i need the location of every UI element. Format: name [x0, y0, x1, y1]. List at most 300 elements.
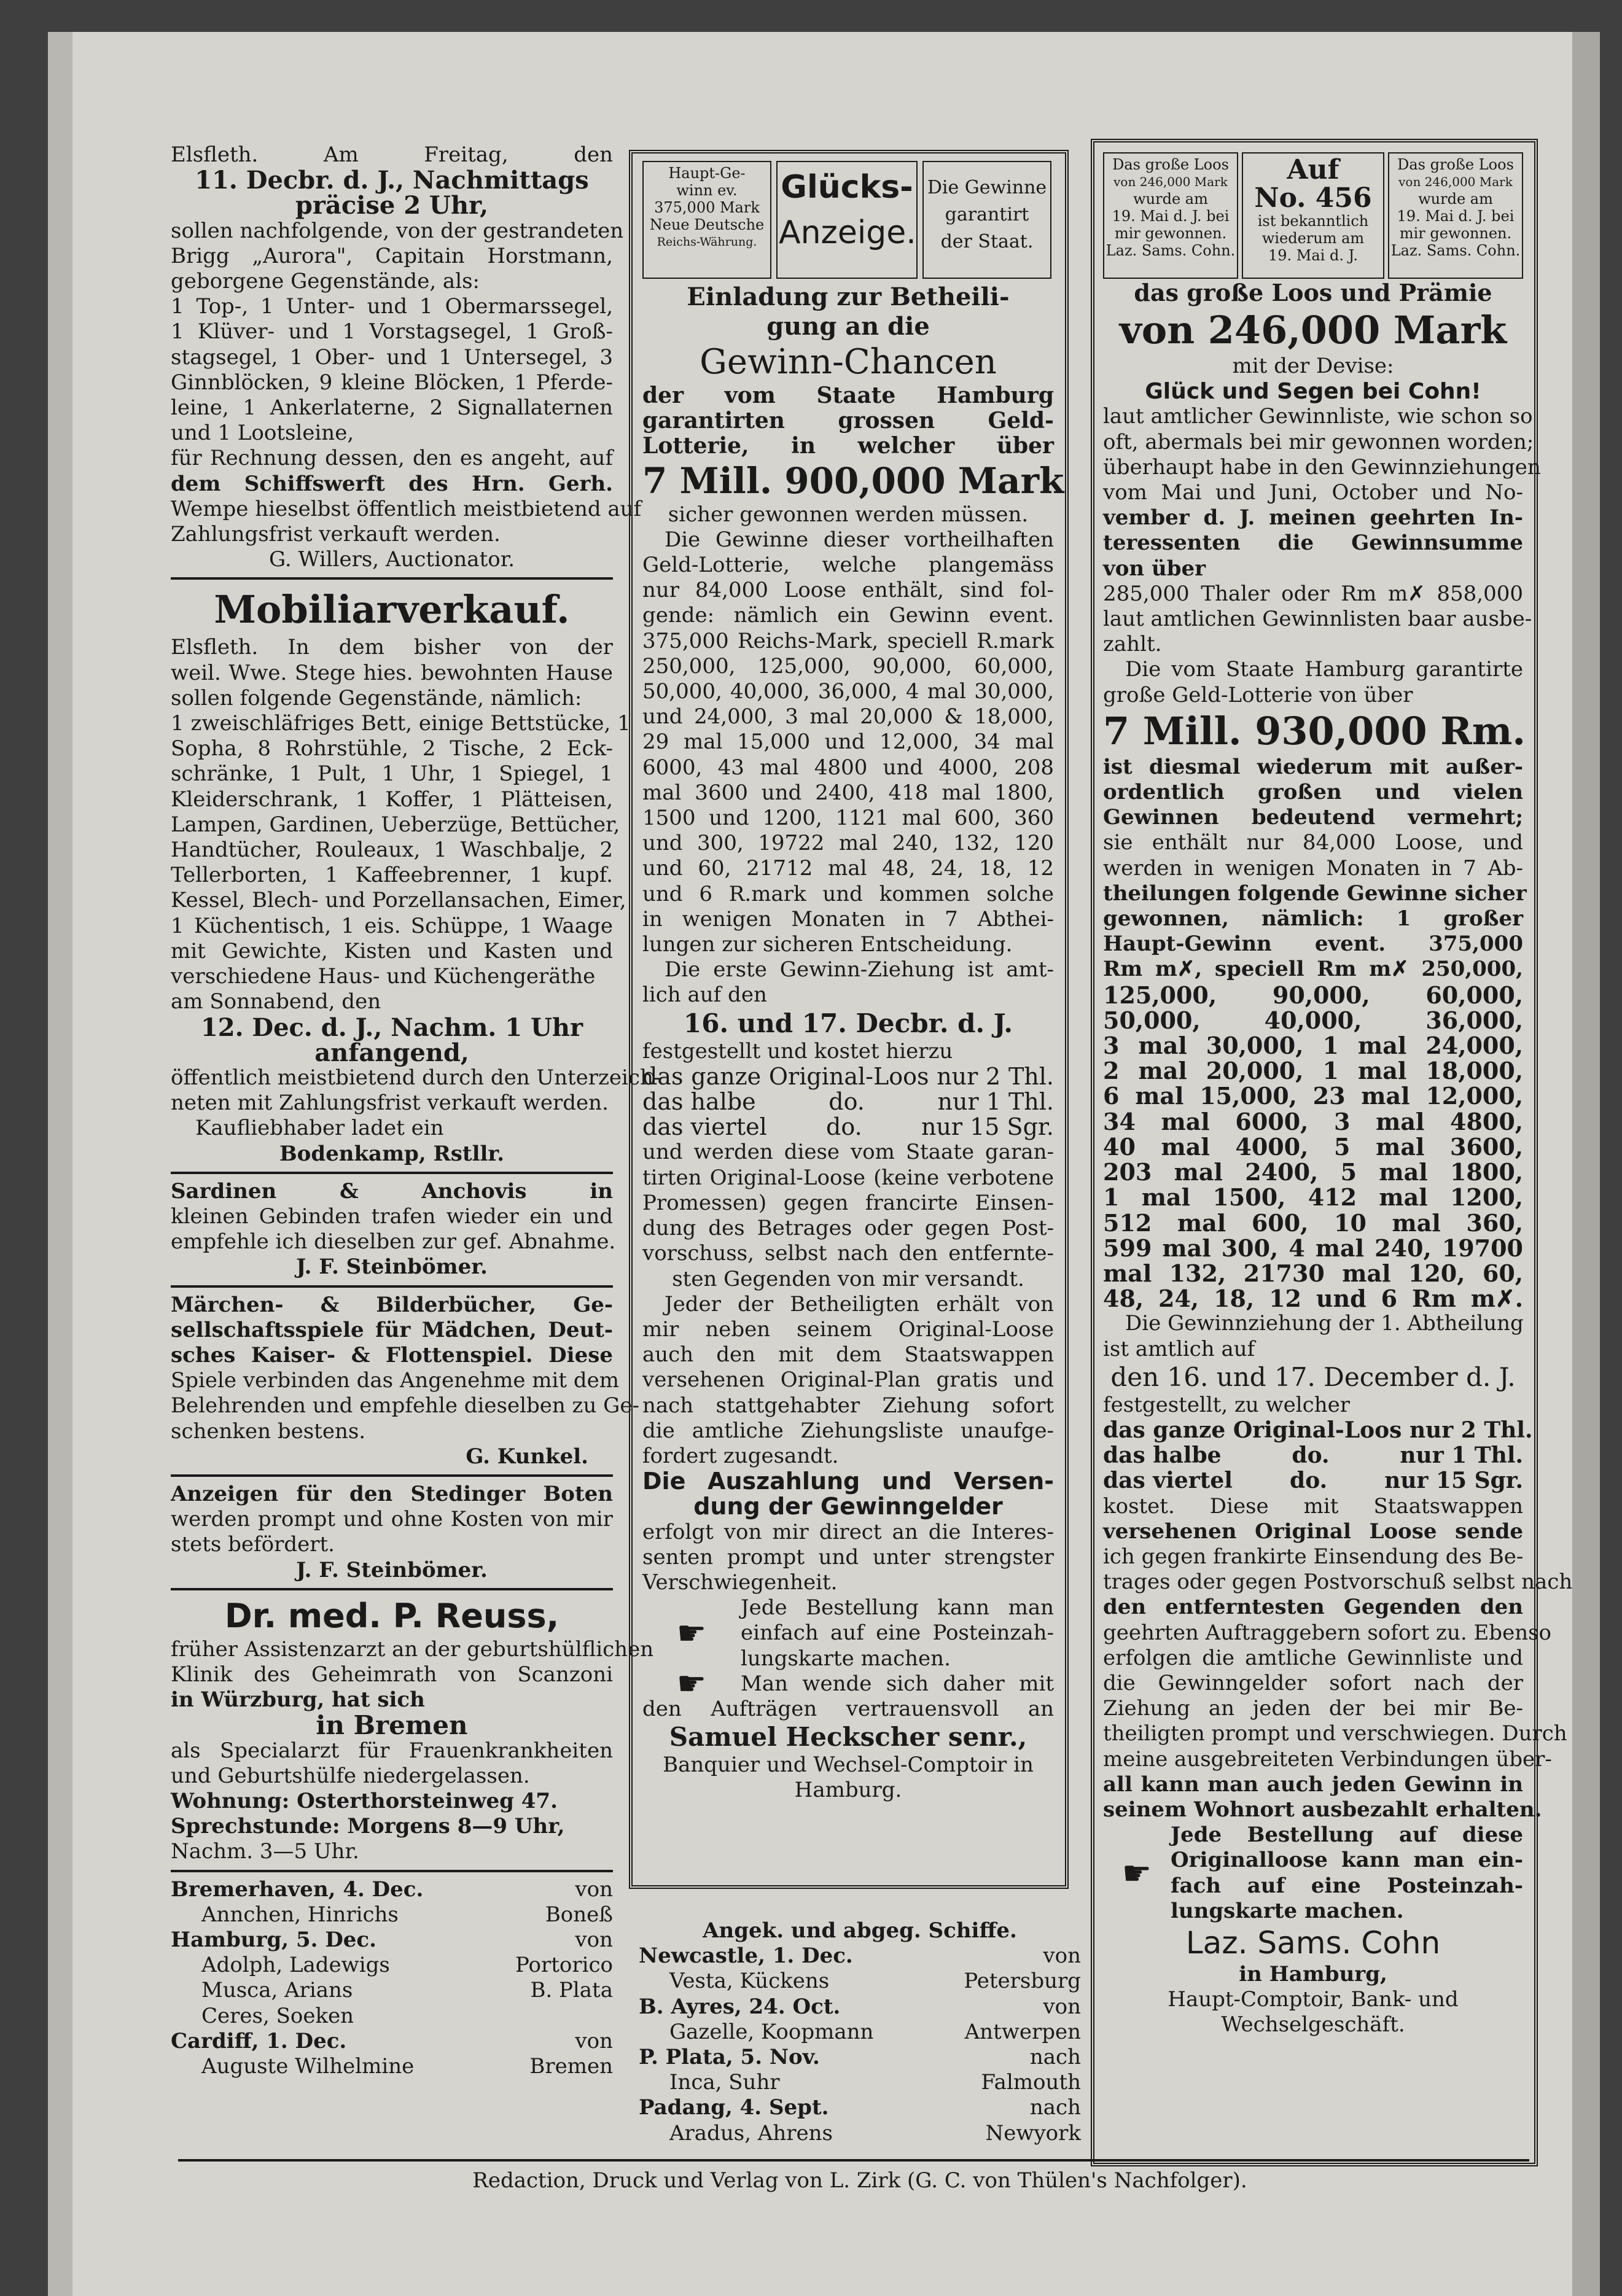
- text-line: Sardinen & Anchovis in: [171, 1178, 613, 1204]
- text-line: und 60, 21712 mal 48, 24, 18, 12: [642, 856, 1054, 881]
- column-3: [1103, 152, 1573, 2038]
- text-line: den 16. und 17. December d. J.: [1110, 1361, 1516, 1392]
- text-line: ist amtlich auf: [1103, 1336, 1255, 1361]
- ship-port: Antwerpen: [964, 2019, 1081, 2044]
- ship-name: Padang, 4. Sept.: [639, 2095, 829, 2120]
- divider: [171, 1285, 613, 1288]
- text-line: von 246,000 Mark: [1398, 174, 1513, 189]
- text-line: 1 zweischläfriges Bett, einige Bettstücke, 1: [171, 711, 631, 736]
- text-line: stets befördert.: [171, 1532, 335, 1557]
- text-line: 512 mal 600, 10 mal 360,: [1103, 1208, 1523, 1237]
- text-line: Das große Loos: [1112, 156, 1229, 173]
- text-line: Rm m✗, speciell Rm m✗ 250,000,: [1103, 957, 1523, 982]
- section-title: Angek. und abgeg. Schiffe.: [703, 1918, 1017, 1943]
- text-line: vom Mai und Juni, October und No-: [1103, 480, 1523, 505]
- text-line: senten prompt und unter strengster: [642, 1544, 1054, 1570]
- text-line: Märchen- & Bilderbücher, Ge-: [171, 1292, 613, 1317]
- text-line: Haupt-Gewinn event. 375,000: [1103, 932, 1523, 957]
- ship-port: Newyork: [985, 2120, 1081, 2146]
- text-line: der Staat.: [940, 231, 1034, 252]
- text-line: Anzeige.: [779, 214, 916, 251]
- ad-title: Mobiliarverkauf.: [214, 587, 570, 632]
- text-line: Die vom Staate Hamburg garantirte: [1125, 657, 1523, 682]
- text-line: gende: nämlich ein Gewinn event.: [642, 603, 1054, 628]
- text-line: Das große Loos: [1397, 156, 1514, 173]
- text-line: anfangend,: [314, 1038, 469, 1067]
- signature: G. Willers, Auctionator.: [268, 547, 515, 572]
- text-line: erfolgt von mir direct an die Interes-: [642, 1519, 1054, 1544]
- column-1: [171, 142, 661, 2079]
- ship-name: Annchen, Hinrichs: [201, 1902, 399, 1927]
- ship-entry: [639, 2121, 1081, 2146]
- text-line: Einladung zur Betheili-: [687, 282, 1010, 311]
- text-line: 11. Decbr. d. J., Nachmittags: [195, 166, 589, 195]
- text-line: Kessel, Blech- und Porzellansachen, Eimer,: [171, 888, 626, 913]
- text-line: nur 15 Sgr.: [921, 1113, 1054, 1141]
- text-line: dung der Gewinngelder: [693, 1493, 1003, 1520]
- text-line: mir neben seinem Original-Loose: [642, 1317, 1054, 1342]
- text-line: Verschwiegenheit.: [642, 1570, 838, 1595]
- text-line: den entferntesten Gegenden den: [1103, 1595, 1523, 1620]
- text-line: 125,000, 90,000, 60,000,: [1103, 981, 1523, 1009]
- ship-port: von: [1043, 1994, 1081, 2019]
- ship-port: von: [575, 1877, 613, 1902]
- advertiser-name: Laz. Sams. Cohn: [1185, 1924, 1441, 1961]
- divider: [171, 1588, 613, 1590]
- ship-entry: [171, 1877, 613, 1902]
- text-line: nach stattgehabter Ziehung sofort: [642, 1393, 1054, 1418]
- text-line: die Gewinngelder sofort nach der: [1103, 1670, 1523, 1695]
- signature: J. F. Steinbömer.: [296, 1255, 488, 1280]
- ship-port: Falmouth: [981, 2070, 1081, 2095]
- ship-port: nach: [1029, 2045, 1081, 2070]
- text-line: ich gegen frankirte Einsendung des Be-: [1103, 1544, 1524, 1569]
- page-right-edge: [1572, 32, 1600, 2296]
- text-line: lungskarte machen.: [741, 1646, 951, 1671]
- text-line: lungen zur sicheren Entscheidung.: [642, 932, 1013, 957]
- text-line: zahlt.: [1103, 632, 1162, 657]
- text-line: oft, abermals bei mir gewonnen worden;: [1103, 429, 1534, 454]
- text-line: Elsfleth. In dem bisher von der: [171, 635, 613, 660]
- text-line: geehrten Auftraggebern sofort zu. Ebenso: [1103, 1620, 1552, 1645]
- text-line: tirten Original-Loose (keine verbotene: [642, 1165, 1054, 1190]
- ship-name: P. Plata, 5. Nov.: [639, 2045, 820, 2070]
- text-line: den Aufträgen vertrauensvoll an: [642, 1696, 1054, 1721]
- text-line: wurde am: [1133, 190, 1208, 208]
- glueck-header: [642, 161, 1054, 279]
- text-line: ordentlich großen und vielen: [1103, 780, 1523, 805]
- ship-name: Hamburg, 5. Dec.: [171, 1928, 376, 1952]
- text-line: mir gewonnen.: [1114, 225, 1227, 242]
- header-box-left: [1103, 152, 1238, 279]
- signature: Bodenkamp, Rstllr.: [279, 1141, 505, 1166]
- text-line: mit der Devise:: [1232, 354, 1394, 378]
- text-line: Lampen, Gardinen, Ueberzüge, Bettücher,: [171, 812, 620, 837]
- text-line: 1500 und 1200, 1121 mal 600, 360: [642, 806, 1054, 831]
- price-row-half: [1103, 1443, 1523, 1468]
- auction-notice: [171, 142, 642, 572]
- text-line: und Geburtshülfe niedergelassen.: [171, 1763, 530, 1788]
- mobiliar-notice: [171, 585, 661, 1166]
- text-line: gewonnen, nämlich: 1 großer: [1103, 906, 1523, 932]
- signature: J. F. Steinbömer.: [296, 1557, 488, 1582]
- ships-column-2: [639, 1918, 1081, 2146]
- text-line: 50,000, 40,000, 36,000, 4 mal 30,000,: [642, 679, 1054, 704]
- text-line: der vom Staate Hamburg: [642, 383, 1054, 408]
- text-line: sie enthält nur 84,000 Loose, und: [1103, 830, 1523, 855]
- text-line: Originalloose kann man ein-: [1171, 1848, 1523, 1873]
- text-line: nur 1 Thl.: [937, 1088, 1054, 1116]
- text-line: öffentlich meistbietend durch den Unterzeich-: [171, 1065, 661, 1090]
- text-line: 7 Mill. 900,000 Mark: [642, 459, 1064, 502]
- text-line: schenken bestens.: [171, 1418, 366, 1444]
- text-line: Elsfleth. Am Freitag, den: [171, 142, 613, 167]
- ship-entry: [639, 2020, 1081, 2045]
- text-line: Tellerborten, 1 Kaffeebrenner, 1 kupf.: [171, 863, 613, 888]
- text-line: und 24,000, 3 mal 20,000 & 18,000,: [642, 704, 1054, 730]
- reuss-ad: [171, 1595, 654, 1865]
- signature: G. Kunkel.: [466, 1444, 588, 1469]
- text-line: die amtliche Ziehungsliste unaufge-: [642, 1418, 1054, 1443]
- text-line: lungskarte machen.: [1171, 1898, 1404, 1923]
- text-line: 285,000 Thaler oder Rm m✗ 858,000: [1103, 581, 1523, 606]
- text-line: versehenen Original Loose sende: [1103, 1519, 1523, 1544]
- text-line: 375,000 Mark: [654, 199, 760, 216]
- text-line: große Geld-Lotterie von über: [1103, 682, 1413, 707]
- ship-port: Portorico: [515, 1953, 613, 1978]
- text-line: theilungen folgende Gewinne sicher: [1103, 881, 1527, 906]
- text-line: Ginnblöcken, 9 kleine Blöcken, 1 Pferde-: [171, 370, 613, 395]
- divider: [171, 1870, 613, 1872]
- text-line: 40 mal 4000, 5 mal 3600,: [1103, 1132, 1523, 1161]
- text-line: Ziehung an jeden der bei mir Be-: [1103, 1696, 1523, 1721]
- text-line: Nachm. 3—5 Uhr.: [171, 1839, 359, 1864]
- text-line: 48, 24, 18, 12 und 6 Rm m✗.: [1103, 1285, 1523, 1313]
- hand-note-1: [642, 1595, 1054, 1671]
- text-line: sollen folgende Gegenstände, nämlich:: [171, 685, 582, 710]
- text-line: Spiele verbinden das Angenehme mit dem: [171, 1368, 619, 1393]
- header-box-right: [1388, 152, 1523, 279]
- text-line: das große Loos und Prämie: [1134, 279, 1492, 306]
- imprint: Redaction, Druck und Verlag von L. Zirk (G. C. von Thülen's Nachfolger).: [472, 2168, 1247, 2193]
- divider: [171, 1474, 613, 1477]
- text-line: neten mit Zahlungsfrist verkauft werden.: [171, 1091, 609, 1116]
- text-line: Lotterie, in welcher über: [642, 433, 1054, 459]
- ship-entry: [171, 1978, 613, 2003]
- ship-port: nach: [1029, 2095, 1081, 2120]
- pointing-hand-icon: ☛: [1121, 1853, 1152, 1893]
- text-line: meine ausgebreiteten Verbindungen über-: [1103, 1746, 1552, 1772]
- text-line: teressenten die Gewinnsumme: [1103, 531, 1523, 556]
- ship-entry: [639, 1994, 1081, 2020]
- text-line: 12. Dec. d. J., Nachm. 1 Uhr: [200, 1013, 583, 1042]
- text-line: das halbe: [642, 1088, 756, 1116]
- ship-name: Adolph, Ladewigs: [201, 1953, 390, 1978]
- text-line: das ganze Original-Loos nur 2 Thl.: [642, 1062, 1054, 1090]
- text-line: 1 Klüver- und 1 Vorstagsegel, 1 Groß-: [171, 319, 613, 344]
- ship-port: von: [575, 2028, 613, 2053]
- text-line: Belehrenden und empfehle dieselben zu Ge-: [171, 1393, 639, 1418]
- ship-list: [639, 1944, 1081, 2146]
- text-line: stagsegel, 1 Ober- und 1 Untersegel, 3: [171, 344, 613, 370]
- cohn-header: [1103, 152, 1523, 279]
- ship-entry: [639, 1969, 1081, 1994]
- text-line: gung an die: [766, 312, 930, 341]
- text-line: geborgene Gegenstände, als:: [171, 269, 480, 294]
- ad-title: Dr. med. P. Reuss,: [224, 1596, 560, 1635]
- text-line: trages oder gegen Postvorschuß selbst nach: [1103, 1570, 1573, 1595]
- text-line: auch den mit dem Staatswappen: [642, 1342, 1054, 1368]
- column-2: [642, 161, 1064, 1804]
- ship-entry: [639, 2095, 1081, 2120]
- text-line: werden in wenigen Monaten in 7 Ab-: [1103, 855, 1523, 881]
- text-line: leine, 1 Ankerlaterne, 2 Signallaternen: [171, 395, 613, 421]
- text-line: 2 mal 20,000, 1 mal 18,000,: [1103, 1057, 1523, 1085]
- text-line: nur 84,000 Loose enthält, sind fol-: [642, 578, 1054, 603]
- ship-port: von: [1043, 1944, 1081, 1969]
- text-line: laut amtlichen Gewinnlisten baar ausbe-: [1103, 607, 1532, 632]
- text-line: nur 15 Sgr.: [1384, 1468, 1523, 1494]
- text-line: empfehle ich dieselben zur gef. Abnahme.: [171, 1229, 616, 1255]
- text-line: 3 mal 30,000, 1 mal 24,000,: [1103, 1032, 1523, 1060]
- ad-title: von 246,000 Mark: [1119, 308, 1507, 352]
- text-line: Man wende sich daher mit: [741, 1671, 1054, 1696]
- divider: [171, 577, 613, 580]
- text-line: mal 3600 und 2400, 418 mal 1800,: [642, 780, 1054, 805]
- text-line: Auf: [1287, 154, 1339, 185]
- text-line: Brigg „Aurora", Capitain Horstmann,: [171, 243, 613, 268]
- text-line: laut amtlicher Gewinnliste, wie schon so: [1103, 404, 1533, 429]
- text-line: dung des Betrages oder gegen Post-: [642, 1216, 1054, 1241]
- text-line: Banquier und Wechsel-Comptoir in: [663, 1753, 1034, 1778]
- text-line: 7 Mill. 930,000 Rm.: [1103, 708, 1526, 753]
- text-line: überhaupt habe in den Gewinnziehungen: [1103, 454, 1541, 480]
- text-line: Haupt-Comptoir, Bank- und: [1168, 1987, 1459, 2012]
- text-line: do.: [1290, 1468, 1328, 1494]
- ship-entry: [171, 2004, 613, 2029]
- ad-title: Gewinn-Chancen: [700, 342, 997, 382]
- text-line: das viertel: [642, 1113, 767, 1141]
- ship-name: Bremerhaven, 4. Dec.: [171, 1877, 424, 1902]
- text-line: Hamburg.: [794, 1778, 902, 1803]
- text-line: Laz. Sams. Cohn.: [1105, 242, 1236, 259]
- text-line: Wohnung: Osterthorsteinweg 47.: [171, 1788, 558, 1813]
- ship-list: [171, 1877, 613, 2080]
- text-line: Wechselgeschäft.: [1221, 2012, 1405, 2037]
- text-line: das viertel: [1103, 1468, 1233, 1494]
- text-line: sches Kaiser- & Flottenspiel. Diese: [171, 1342, 613, 1368]
- text-line: Laz. Sams. Cohn.: [1390, 242, 1521, 259]
- text-line: winn ev.: [676, 182, 738, 199]
- header-box-right: [922, 161, 1051, 279]
- text-line: Zahlungsfrist verkauft werden.: [171, 522, 501, 547]
- text-line: fach auf eine Posteinzah-: [1171, 1873, 1523, 1898]
- price-row-half: [642, 1089, 1054, 1115]
- text-line: theiligten prompt und verschwiegen. Durch: [1103, 1721, 1567, 1746]
- text-line: 599 mal 300, 4 mal 240, 19700: [1103, 1234, 1523, 1262]
- ship-port: Boneß: [545, 1902, 613, 1927]
- text-line: seinem Wohnort ausbezahlt erhalten.: [1103, 1797, 1542, 1822]
- ship-name: Cardiff, 1. Dec.: [171, 2028, 347, 2053]
- text-line: Handtücher, Rouleaux, 1 Waschbalje, 2: [171, 838, 613, 863]
- ship-entry: [171, 2054, 613, 2079]
- text-line: sollen nachfolgende, von der gestrandeten: [171, 218, 624, 243]
- text-line: 50,000, 40,000, 36,000,: [1103, 1006, 1523, 1034]
- text-line: Jeder der Betheiligten erhält von: [665, 1291, 1054, 1317]
- text-line: sten Gegenden von mir versandt.: [672, 1266, 1024, 1291]
- ship-entry: [171, 1953, 613, 1978]
- text-line: und werden diese vom Staate garan-: [642, 1140, 1054, 1165]
- text-line: 6000, 43 mal 4800 und 4000, 208: [642, 755, 1054, 780]
- price-row-quarter: [642, 1115, 1054, 1140]
- header-box-middle: [1242, 152, 1384, 279]
- text-line: Kleiderschrank, 1 Koffer, 1 Plätteisen,: [171, 787, 613, 812]
- text-line: das halbe: [1103, 1442, 1222, 1469]
- text-line: Kaufliebhaber ladet ein: [195, 1116, 444, 1141]
- ship-entry: [171, 2029, 613, 2054]
- text-line: am Sonnabend, den: [171, 989, 381, 1014]
- text-line: Jede Bestellung kann man: [741, 1595, 1054, 1621]
- text-line: werden prompt und ohne Kosten von mir: [171, 1507, 613, 1532]
- text-line: do.: [829, 1088, 865, 1116]
- text-line: Glück und Segen bei Cohn!: [1145, 379, 1481, 405]
- text-line: Sopha, 8 Rohrstühle, 2 Tische, 2 Eck-: [171, 736, 613, 761]
- text-line: 1 Top-, 1 Unter- und 1 Obermarssegel,: [171, 294, 613, 319]
- text-line: Die Gewinne dieser vortheilhaften: [665, 527, 1054, 552]
- text-line: festgestellt und kostet hierzu: [642, 1038, 953, 1064]
- ship-name: Vesta, Kückens: [669, 1969, 830, 1994]
- text-line: 1 mal 1500, 412 mal 1200,: [1103, 1183, 1523, 1212]
- bottom-rule: [178, 2159, 1529, 2162]
- hand-note-2: [642, 1664, 1054, 1703]
- text-line: in Hamburg,: [1239, 1961, 1387, 1987]
- header-box-left: [642, 161, 771, 279]
- text-line: 203 mal 2400, 5 mal 1800,: [1103, 1158, 1523, 1186]
- text-line: 16. und 17. Decbr. d. J.: [684, 1008, 1013, 1038]
- text-line: 1 Küchentisch, 1 eis. Schüppe, 1 Waage: [171, 913, 613, 938]
- text-line: Neue Deutsche: [649, 216, 765, 233]
- text-line: Promessen) gegen francirte Einsen-: [642, 1190, 1054, 1215]
- header-box-middle: [776, 161, 918, 279]
- ship-port: Petersburg: [964, 1969, 1081, 1994]
- text-line: sicher gewonnen werden müssen.: [668, 502, 1029, 527]
- pointing-hand-icon: ☛: [676, 1664, 707, 1703]
- text-line: schränke, 1 Pult, 1 Uhr, 1 Spiegel, 1: [171, 761, 613, 787]
- text-line: fordert zugesandt.: [642, 1443, 839, 1468]
- ship-name: Newcastle, 1. Dec.: [639, 1944, 853, 1969]
- ship-name: Musca, Arians: [201, 1978, 353, 2003]
- text-line: No. 456: [1254, 182, 1372, 214]
- text-line: und 6 R.mark und kommen solche: [642, 881, 1054, 906]
- maerchen-ad: [171, 1292, 639, 1469]
- hand-note: [1103, 1823, 1523, 1924]
- divider: [171, 1172, 613, 1174]
- text-line: 34 mal 6000, 3 mal 4800,: [1103, 1107, 1523, 1135]
- sardinen-ad: [171, 1178, 616, 1280]
- text-line: und 300, 19722 mal 240, 132, 120: [642, 831, 1054, 856]
- ship-entry: [171, 1902, 613, 1928]
- text-line: 6 mal 15,000, 23 mal 12,000,: [1103, 1082, 1523, 1110]
- text-line: festgestellt, zu welcher: [1103, 1392, 1350, 1417]
- text-line: Jede Bestellung auf diese: [1171, 1823, 1523, 1848]
- text-line: als Specialarzt für Frauenkrankheiten: [171, 1738, 613, 1763]
- text-line: Die Gewinnziehung der 1. Abtheilung: [1125, 1311, 1524, 1336]
- text-line: einfach auf eine Posteinzah-: [741, 1621, 1054, 1646]
- text-line: mir gewonnen.: [1399, 225, 1512, 242]
- text-line: wiederum am: [1261, 230, 1365, 247]
- text-line: Haupt-Ge-: [668, 165, 746, 182]
- text-line: versehenen Original-Plan gratis und: [642, 1368, 1054, 1393]
- text-line: verschiedene Haus- und Küchengeräthe: [171, 964, 596, 989]
- text-line: mit Gewichte, Kisten und Kasten und: [171, 938, 613, 963]
- ship-name: B. Ayres, 24. Oct.: [639, 1994, 841, 2019]
- ship-entry: [639, 2070, 1081, 2095]
- text-line: do.: [1292, 1442, 1330, 1469]
- text-line: lich auf den: [642, 983, 767, 1008]
- ship-port: von: [575, 1928, 613, 1952]
- ship-name: Aradus, Ahrens: [669, 2120, 833, 2146]
- text-line: in wenigen Monaten in 7 Abthei-: [642, 906, 1054, 932]
- text-line: von über: [1103, 556, 1206, 581]
- text-line: Sprechstunde: Morgens 8—9 Uhr,: [171, 1814, 565, 1839]
- text-line: sellschaftsspiele für Mädchen, Deut-: [171, 1317, 613, 1342]
- text-line: für Rechnung dessen, den es angeht, auf: [171, 446, 613, 471]
- text-line: erfolgen die amtliche Gewinnliste und: [1103, 1645, 1523, 1670]
- text-line: vember d. J. meinen geehrten In-: [1103, 505, 1523, 531]
- text-line: Die erste Gewinn-Ziehung ist amt-: [665, 957, 1054, 983]
- text-line: 19. Mai d. J.: [1268, 247, 1358, 264]
- text-line: Klinik des Geheimrath von Scanzoni: [171, 1662, 613, 1687]
- text-line: Reichs-Währung.: [657, 235, 757, 249]
- text-line: do.: [826, 1113, 862, 1141]
- text-line: 29 mal 15,000 und 12,000, 34 mal: [642, 730, 1054, 755]
- text-line: Anzeigen für den Stedinger Boten: [171, 1481, 613, 1506]
- text-line: in Bremen: [316, 1710, 468, 1741]
- ship-name: Inca, Suhr: [669, 2070, 780, 2095]
- text-line: wurde am: [1418, 190, 1493, 208]
- text-line: Die Auszahlung und Versen-: [642, 1468, 1054, 1495]
- text-line: Wempe hieselbst öffentlich meistbietend auf: [171, 496, 642, 521]
- text-line: mal 132, 21730 mal 120, 60,: [1103, 1259, 1523, 1287]
- ship-entry: [639, 1944, 1081, 1969]
- ship-port: B. Plata: [530, 1978, 613, 2003]
- text-line: Gewinnen bedeutend vermehrt;: [1103, 805, 1523, 830]
- text-line: nur 1 Thl.: [1400, 1442, 1523, 1469]
- ship-name: Gazelle, Koopmann: [669, 2019, 874, 2044]
- text-line: 250,000, 125,000, 90,000, 60,000,: [642, 653, 1054, 679]
- text-line: 19. Mai d. J. bei: [1112, 208, 1230, 225]
- text-line: weil. Wwe. Stege hies. bewohnten Hause: [171, 660, 613, 685]
- text-line: in Würzburg, hat sich: [171, 1687, 425, 1713]
- ship-entry: [639, 2045, 1081, 2070]
- text-line: Die Gewinne: [927, 177, 1047, 198]
- text-line: präcise 2 Uhr,: [295, 191, 489, 220]
- text-line: Geld-Lotterie, welche plangemäss: [642, 553, 1054, 578]
- pointing-hand-icon: ☛: [676, 1613, 707, 1652]
- text-line: vorschuss, selbst nach den entfernte-: [642, 1241, 1054, 1266]
- text-line: ist bekanntlich: [1257, 212, 1369, 230]
- anzeigen-ad: [171, 1482, 613, 1583]
- ship-port: Bremen: [529, 2054, 613, 2079]
- text-line: kleinen Gebinden trafen wieder ein und: [171, 1204, 613, 1229]
- page-left-edge: [48, 32, 72, 2296]
- text-line: früher Assistenzarzt an der geburtshülflichen: [171, 1636, 654, 1662]
- text-line: garantirt: [945, 204, 1029, 225]
- text-line: 19. Mai d. J. bei: [1397, 208, 1515, 225]
- text-line: ist diesmal wiederum mit außer-: [1103, 754, 1523, 779]
- text-line: Glücks-: [781, 169, 913, 206]
- text-line: garantirten grossen Geld-: [642, 408, 1054, 434]
